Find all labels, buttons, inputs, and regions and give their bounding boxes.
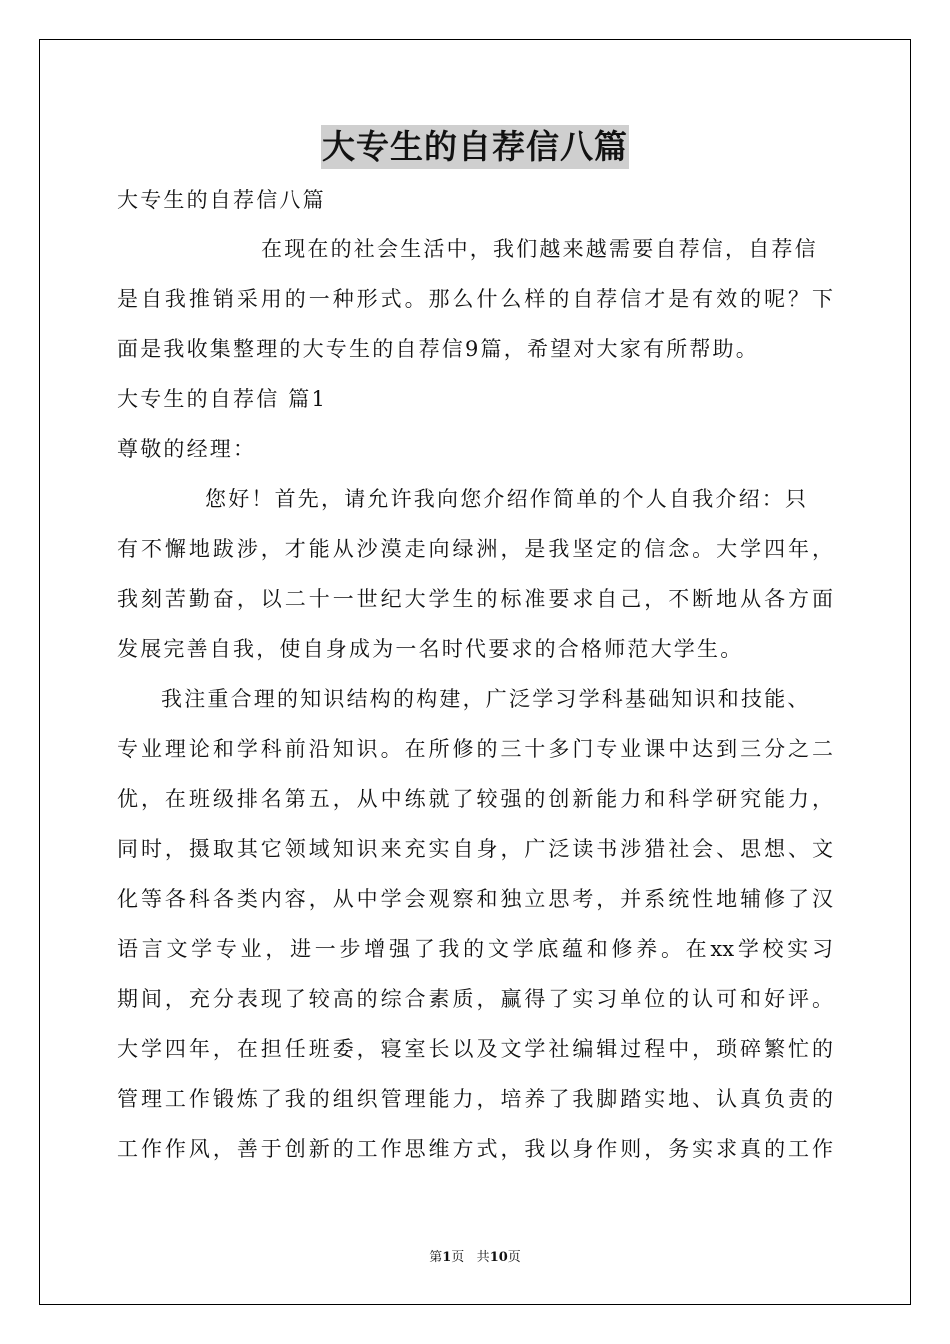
section-heading: 大专生的自荐信 篇1 xyxy=(117,387,328,411)
paragraph2-line-10: 工作作风，善于创新的工作思维方式，我以身作则，务实求真的工作 xyxy=(117,1137,833,1161)
page-footer xyxy=(0,1246,950,1265)
page-suffix: 页 xyxy=(451,1250,465,1265)
paragraph2-line-2: 专业理论和学科前沿知识。在所修的三十多门专业课中达到三分之二 xyxy=(117,737,833,761)
page-number: 1 xyxy=(442,1250,452,1265)
document-title: 大专生的自荐信八篇 xyxy=(321,125,629,169)
title-container xyxy=(117,125,833,169)
paragraph1-line-3: 我刻苦勤奋，以二十一世纪大学生的标准要求自己，不断地从各方面 xyxy=(117,587,833,611)
paragraph1-line-4: 发展完善自我，使自身成为一名时代要求的合格师范大学生。 xyxy=(117,637,744,661)
salutation: 尊敬的经理： xyxy=(117,437,257,461)
paragraph2-line-1: 我注重合理的知识结构的构建，广泛学习学科基础知识和技能、 xyxy=(161,687,811,711)
paragraph2-line-5: 化等各科各类内容，从中学会观察和独立思考，并系统性地辅修了汉 xyxy=(117,887,833,911)
paragraph2-line-3: 优，在班级排名第五，从中练就了较强的创新能力和科学研究能力， xyxy=(117,787,833,811)
page-border xyxy=(39,39,911,1305)
total-suffix: 页 xyxy=(507,1250,521,1265)
document-subtitle: 大专生的自荐信八篇 xyxy=(117,188,326,212)
paragraph1-line-2: 有不懈地跋涉，才能从沙漠走向绿洲，是我坚定的信念。大学四年， xyxy=(117,537,833,561)
total-prefix: 共 xyxy=(476,1250,490,1265)
intro-line-2: 是自我推销采用的一种形式。那么什么样的自荐信才是有效的呢？下 xyxy=(117,287,833,311)
paragraph2-line-7: 期间，充分表现了较高的综合素质，赢得了实习单位的认可和好评。 xyxy=(117,987,833,1011)
paragraph2-line-4: 同时，摄取其它领域知识来充实自身，广泛读书涉猎社会、思想、文 xyxy=(117,837,833,861)
paragraph2-line-9: 管理工作锻炼了我的组织管理能力，培养了我脚踏实地、认真负责的 xyxy=(117,1087,833,1111)
paragraph2-line-8: 大学四年，在担任班委，寝室长以及文学社编辑过程中，琐碎繁忙的 xyxy=(117,1037,833,1061)
paragraph2-line-6: 语言文学专业，进一步增强了我的文学底蕴和修养。在xx学校实习 xyxy=(117,937,833,961)
paragraph1-line-1: 您好！首先，请允许我向您介绍作简单的个人自我介绍：只 xyxy=(205,487,809,511)
intro-line-3: 面是我收集整理的大专生的自荐信9篇，希望对大家有所帮助。 xyxy=(117,337,759,361)
page-prefix: 第 xyxy=(429,1250,443,1265)
intro-line-1: 在现在的社会生活中，我们越来越需要自荐信，自荐信 xyxy=(261,237,818,261)
total-pages: 10 xyxy=(489,1250,508,1265)
